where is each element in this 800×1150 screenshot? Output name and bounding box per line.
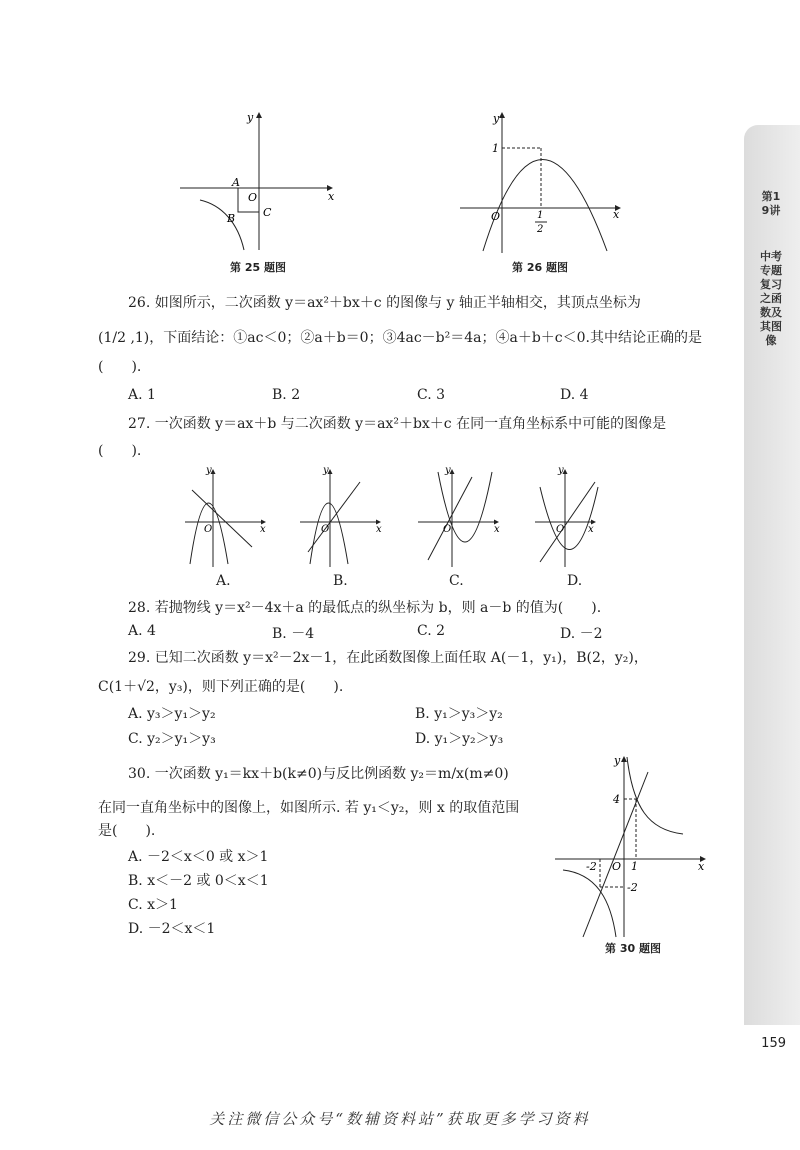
y-label: y	[614, 754, 621, 767]
one-label: 1	[631, 860, 638, 873]
x-label: x	[698, 860, 705, 873]
q29-option-c: C. y₂＞y₁＞y₃	[128, 731, 216, 747]
q26-option-d: D. 4	[560, 387, 589, 403]
q27-line2: ( ).	[98, 443, 142, 459]
y-label: y	[493, 112, 500, 125]
q30-option-d: D. －2＜x＜1	[128, 921, 216, 937]
q27-graph-d-label: D.	[567, 573, 583, 589]
q26-line1: 26. 如图所示，二次函数 y＝ax²＋bx＋c 的图像与 y 轴正半轴相交，其顶点坐标为	[128, 295, 641, 311]
q30-option-c: C. x＞1	[128, 897, 178, 913]
chapter-lecture: 第19讲	[761, 190, 781, 217]
svg-text:x: x	[376, 524, 382, 535]
origin-label: O	[491, 210, 501, 223]
q29-option-a: A. y₃＞y₁＞y₂	[128, 706, 216, 722]
hyperbola-left	[563, 870, 616, 937]
q30-line1: 30. 一次函数 y₁＝kx＋b(k≠0)与反比例函数 y₂＝m/x(m≠0)	[128, 766, 509, 782]
svg-text:O: O	[204, 524, 213, 535]
q26-option-a: A. 1	[128, 387, 156, 403]
q29-option-b: B. y₁＞y₃＞y₂	[415, 706, 503, 722]
q28-option-c: C. 2	[417, 623, 446, 639]
fig26-caption: 第 26 题图	[512, 261, 568, 274]
q26-line3: ( ).	[98, 359, 142, 375]
svg-text:O: O	[321, 524, 330, 535]
x-label: x	[613, 208, 620, 221]
hyperbola-branch	[200, 200, 244, 250]
svg-text:x: x	[588, 524, 594, 535]
q29-line1: 29. 已知二次函数 y＝x²－2x－1，在此函数图像上面任取 A(－1，y₁)，B(2，y₂)，	[128, 650, 648, 666]
x-label: x	[328, 190, 335, 203]
q29-option-d: D. y₁＞y₂＞y₃	[415, 731, 504, 747]
graph-d	[535, 465, 598, 567]
point-c-label: C	[263, 206, 272, 219]
q27-graph-b-label: B.	[333, 573, 348, 589]
page-number: 159	[761, 1036, 786, 1051]
hyperbola-right	[627, 757, 683, 834]
fig25-caption: 第 25 题图	[230, 261, 286, 274]
neg2-x-label: -2	[586, 860, 597, 873]
half-den: 2	[537, 224, 544, 235]
svg-text:y: y	[445, 465, 451, 476]
q27-graphs	[180, 462, 600, 570]
chapter-tab	[744, 125, 800, 1025]
q27-graph-a-label: A.	[216, 573, 231, 589]
y-label: y	[247, 111, 254, 124]
vertex-y-label: 1	[492, 142, 499, 155]
q26-line2: (1/2 ,1)，下面结论：①ac＜0；②a＋b＝0；③4ac－b²＝4a；④a＋b＋c＜0.其中结论正确的是	[98, 330, 703, 346]
fig30-caption: 第 30 题图	[605, 942, 661, 955]
q29-line2: C(1＋√2，y₃)，则下列正确的是( ).	[98, 679, 344, 695]
origin-label: O	[248, 191, 258, 204]
footer-note: 关注微信公众号“数辅资料站”获取更多学习资料	[209, 1110, 591, 1128]
four-label: 4	[613, 793, 620, 806]
svg-text:y: y	[206, 465, 212, 476]
graph-a	[185, 465, 266, 567]
graph-c	[418, 465, 500, 567]
q30-line2: 在同一直角坐标中的图像上，如图所示. 若 y₁＜y₂，则 x 的取值范围	[98, 800, 520, 816]
q26-option-b: B. 2	[272, 387, 301, 403]
q30-line3: 是( ).	[98, 823, 156, 839]
q27-graph-c-label: C.	[449, 573, 464, 589]
svg-text:x: x	[494, 524, 500, 535]
chapter-title: 中考专题复习之函数及其图像	[760, 250, 782, 347]
svg-text:y: y	[323, 465, 329, 476]
figure-25	[170, 105, 350, 255]
figure-26	[455, 108, 630, 258]
point-b-label: B	[227, 212, 236, 225]
q28-option-b: B. －4	[272, 626, 315, 642]
svg-text:y: y	[558, 465, 564, 476]
q28-option-a: A. 4	[128, 623, 156, 639]
svg-text:O: O	[443, 524, 452, 535]
q28-option-d: D. －2	[560, 626, 603, 642]
half-num: 1	[537, 210, 544, 221]
q28-line1: 28. 若抛物线 y＝x²－4x＋a 的最低点的纵坐标为 b，则 a－b 的值为( ).	[128, 600, 602, 616]
neg2-y-label: -2	[627, 881, 638, 894]
q30-option-a: A. －2＜x＜0 或 x＞1	[128, 849, 269, 865]
svg-text:O: O	[556, 524, 565, 535]
origin-label: O	[612, 860, 622, 873]
point-a-label: A	[232, 176, 240, 189]
graph-b	[300, 465, 382, 567]
q30-option-b: B. x＜－2 或 0＜x＜1	[128, 873, 269, 889]
q26-option-c: C. 3	[417, 387, 446, 403]
svg-text:x: x	[260, 524, 266, 535]
q27-line1: 27. 一次函数 y＝ax＋b 与二次函数 y＝ax²＋bx＋c 在同一直角坐标系中可能的图像是	[128, 416, 667, 432]
figure-30	[553, 752, 713, 942]
